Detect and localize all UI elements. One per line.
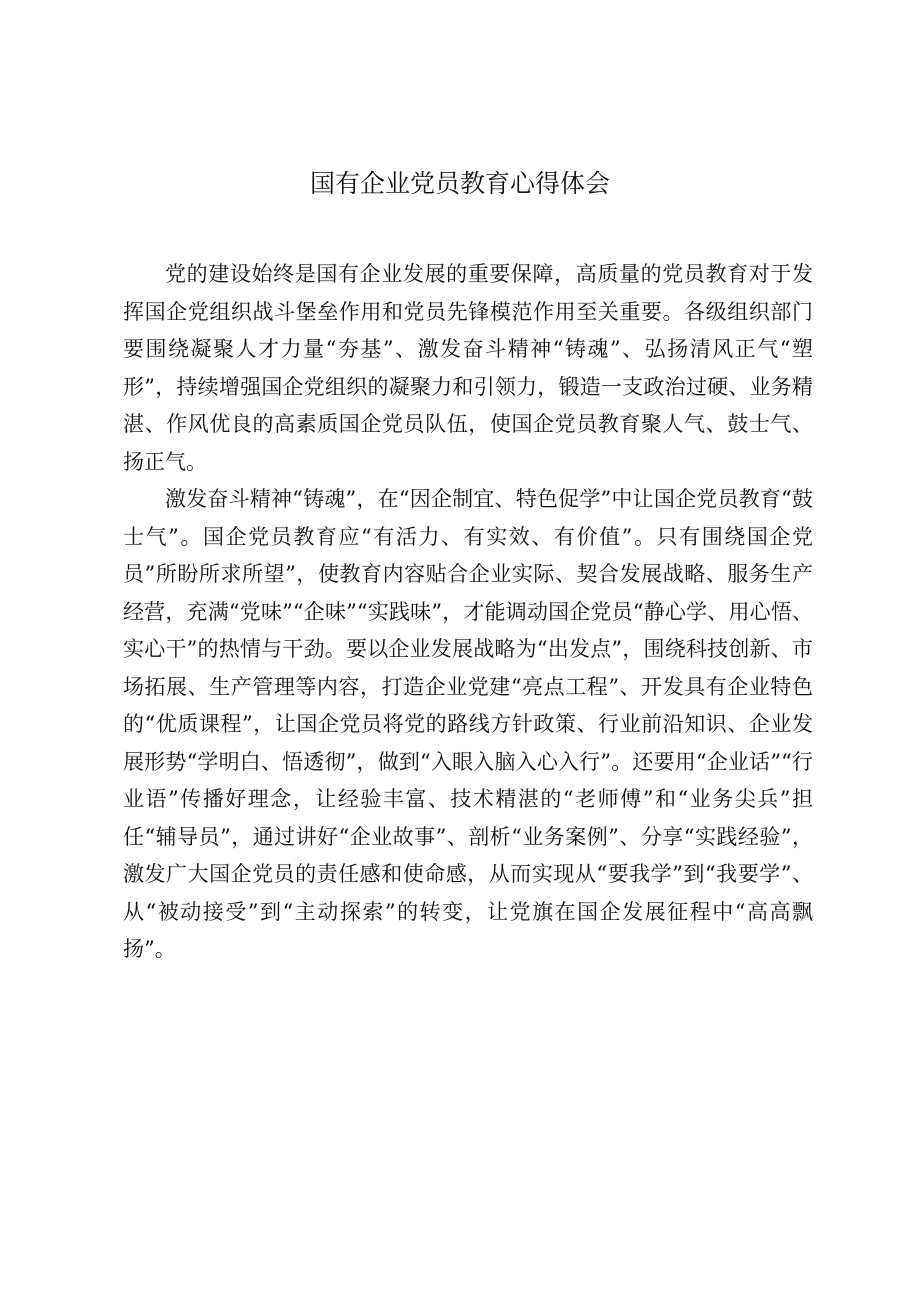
paragraph-1: 党的建设始终是国有企业发展的重要保障，高质量的党员教育对于发挥国企党组织战斗堡垒作用和党员先锋模范作用至关重要。各级组织部门要围绕凝聚人才力量“夯基”、激发奋斗精神“铸魂”、弘扬清风正气“塑形”，持续增强国企党组织的凝聚力和引领力，锻造一支政治过硬、业务精湛、作风优良的高素质国企党员队伍，使国企党员教育聚人气、鼓士气、扬正气。 <box>123 262 813 474</box>
paragraph-2: 激发奋斗精神“铸魂”，在“因企制宜、特色促学”中让国企党员教育“鼓士气”。国企党员教育应“有活力、有实效、有价值”。只有围绕国企党员”所盼所求所望”，使教育内容贴合企业实际、契合发展战略、服务生产经营，充满“党味”“企味”“实践味”，才能调动国企党员“静心学、用心悟、实心干”的热情与干劲。要以企业发展战略为“出发点”，围绕科技创新、市场拓展、生产管理等内容，打造企业党建“亮点工程”、开发具有企业特色的“优质课程”，让国企党员将党的路线方针政策、行业前沿知识、企业发展形势“学明白、悟透彻”，做到“入眼入脑入心入行”。还要用“企业话”“行业语”传播好理念，让经验丰富、技术精湛的“老师傅”和“业务尖兵”担任“辅导员”，通过讲好“企业故事”、剖析“业务案例”、分享“实践经验”，激发广大国企党员的责任感和使命感，从而实现从“要我学”到“我要学”、从“被动接受”到“主动探索”的转变，让党旗在国企发展征程中“高高飘扬”。 <box>123 487 813 961</box>
document-title: 国有企业党员教育心得体会 <box>309 169 610 198</box>
document-body <box>123 256 813 969</box>
